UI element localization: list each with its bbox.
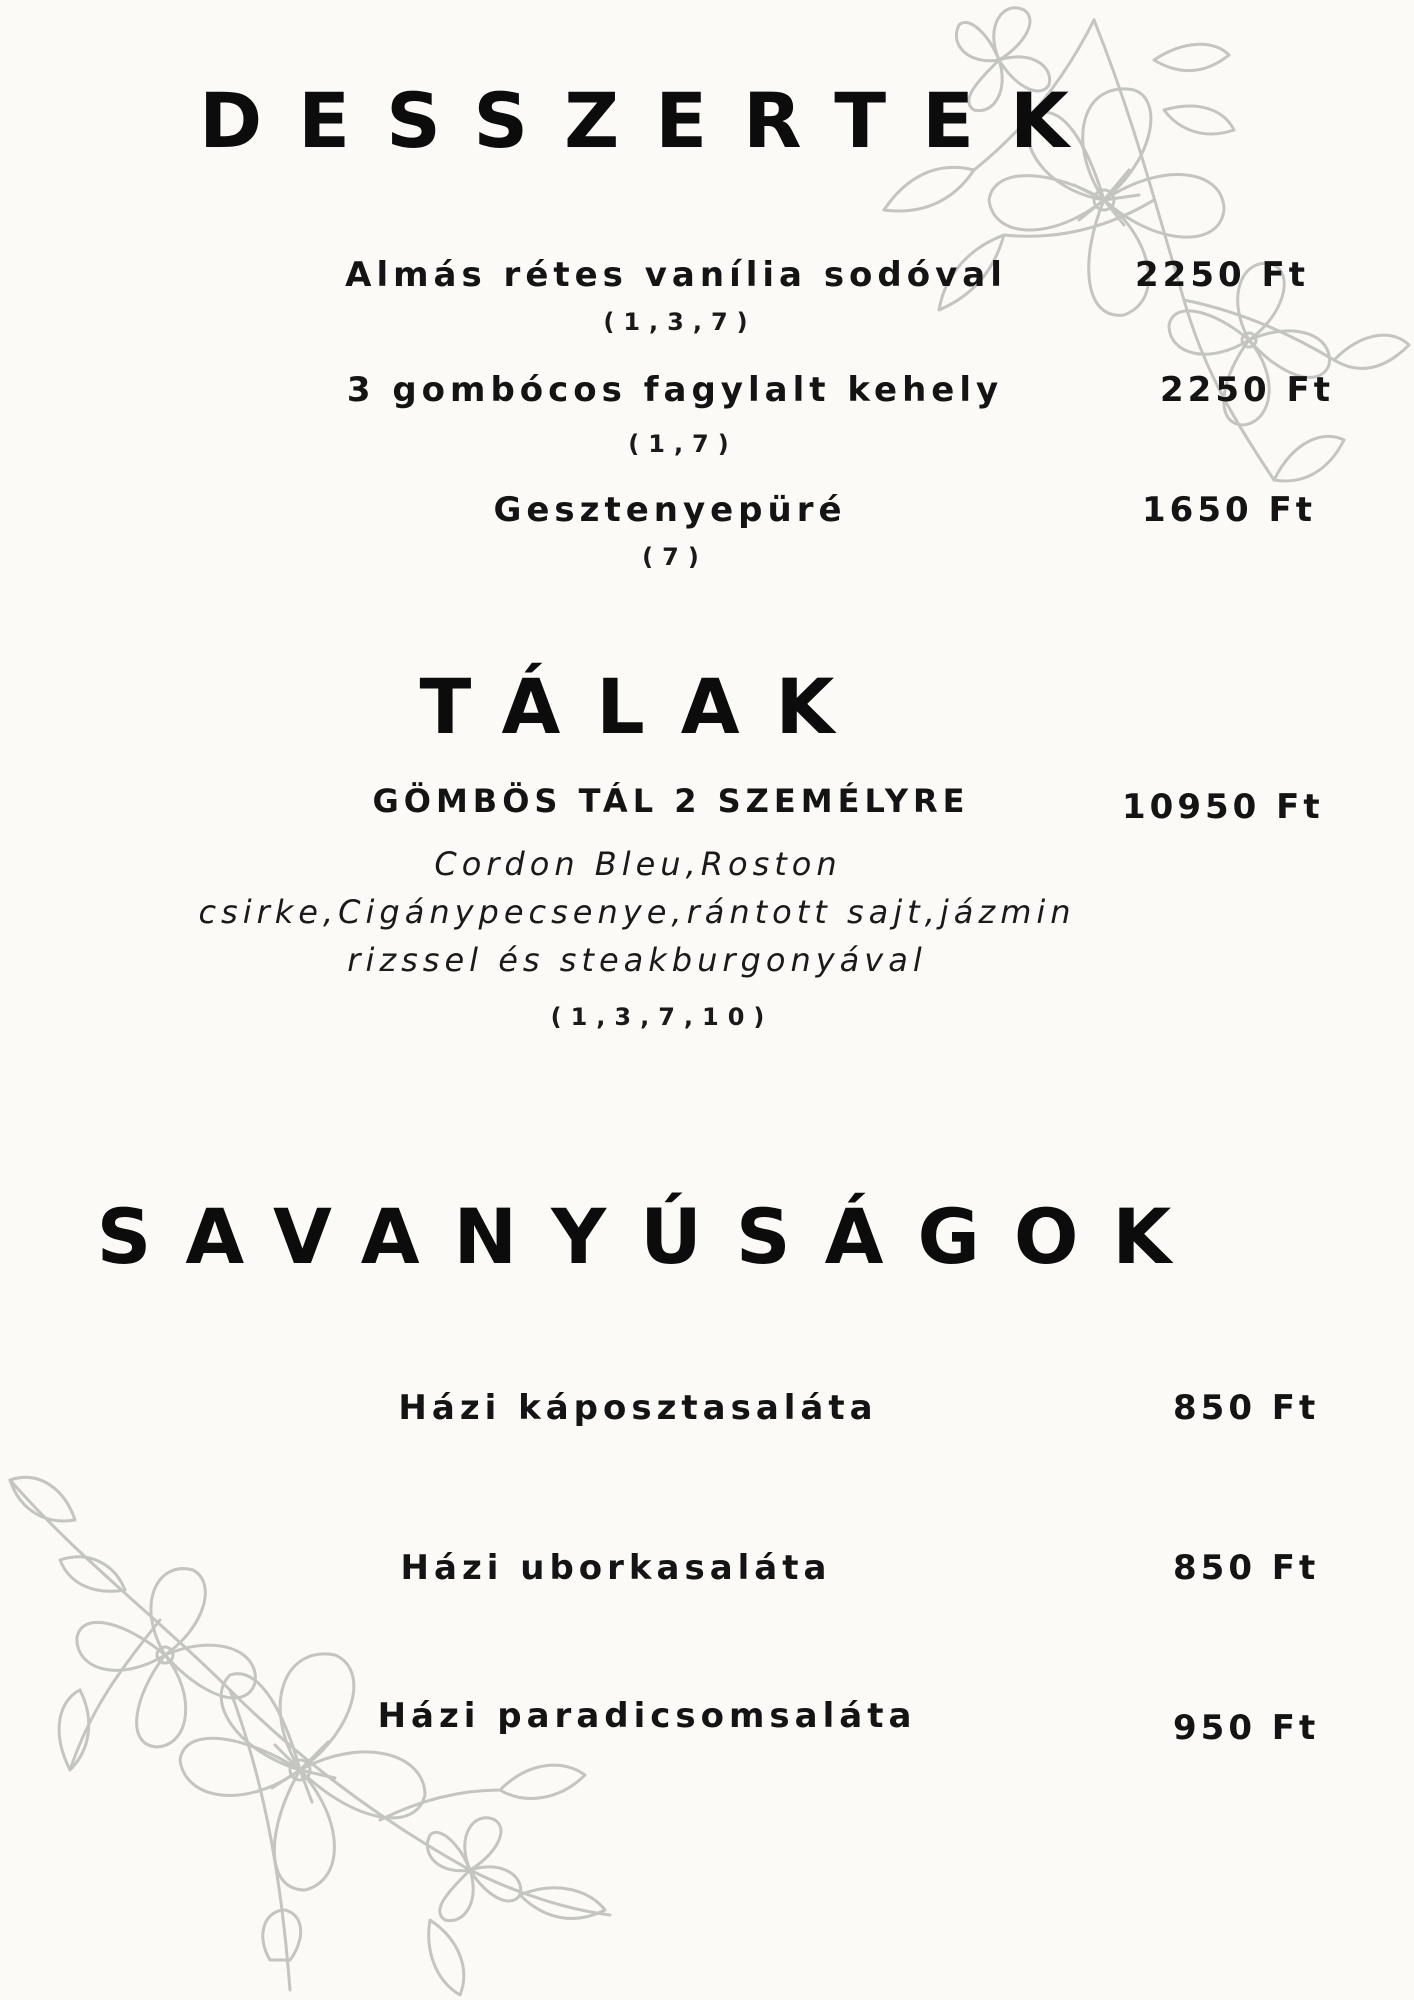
menu-item-price: 10950 Ft bbox=[1122, 787, 1324, 827]
menu-item-price: 850 Ft bbox=[1173, 1388, 1320, 1428]
section-title-savanyusagok: SAVANYÚSÁGOK bbox=[96, 1192, 1206, 1281]
menu-item-name: Almás rétes vanília sodóval bbox=[345, 255, 1007, 295]
menu-item-description-line: csirke,Cigánypecsenye,rántott sajt,jázmin bbox=[198, 893, 1076, 931]
menu-item-name: GÖMBÖS TÁL 2 SZEMÉLYRE bbox=[372, 782, 970, 820]
menu-item-price: 1650 Ft bbox=[1142, 490, 1316, 530]
menu-item-allergens: (1,3,7,10) bbox=[550, 1003, 774, 1031]
menu-item-name: 3 gombócos fagylalt kehely bbox=[346, 370, 1004, 410]
menu-item-allergens: (7) bbox=[642, 543, 708, 571]
menu-item-name: Házi káposztasaláta bbox=[398, 1388, 878, 1428]
menu-item-price: 2250 Ft bbox=[1160, 370, 1334, 410]
menu-item-name: Házi uborkasaláta bbox=[400, 1548, 832, 1588]
menu-item-price: 2250 Ft bbox=[1135, 255, 1309, 295]
menu-item-name: Gesztenyepüré bbox=[493, 490, 847, 530]
menu-item-price: 850 Ft bbox=[1173, 1548, 1320, 1588]
menu-item-name: Házi paradicsomsaláta bbox=[377, 1696, 917, 1736]
section-title-desszertek: DESSZERTEK bbox=[199, 76, 1105, 165]
menu-item-price: 950 Ft bbox=[1173, 1708, 1320, 1748]
menu-item-allergens: (1,7) bbox=[628, 430, 738, 458]
menu-item-description-line: rizssel és steakburgonyával bbox=[347, 941, 927, 979]
menu-item-description-line: Cordon Bleu,Roston bbox=[434, 845, 842, 883]
menu-item-allergens: (1,3,7) bbox=[603, 308, 757, 336]
section-title-talak: TÁLAK bbox=[419, 662, 871, 751]
